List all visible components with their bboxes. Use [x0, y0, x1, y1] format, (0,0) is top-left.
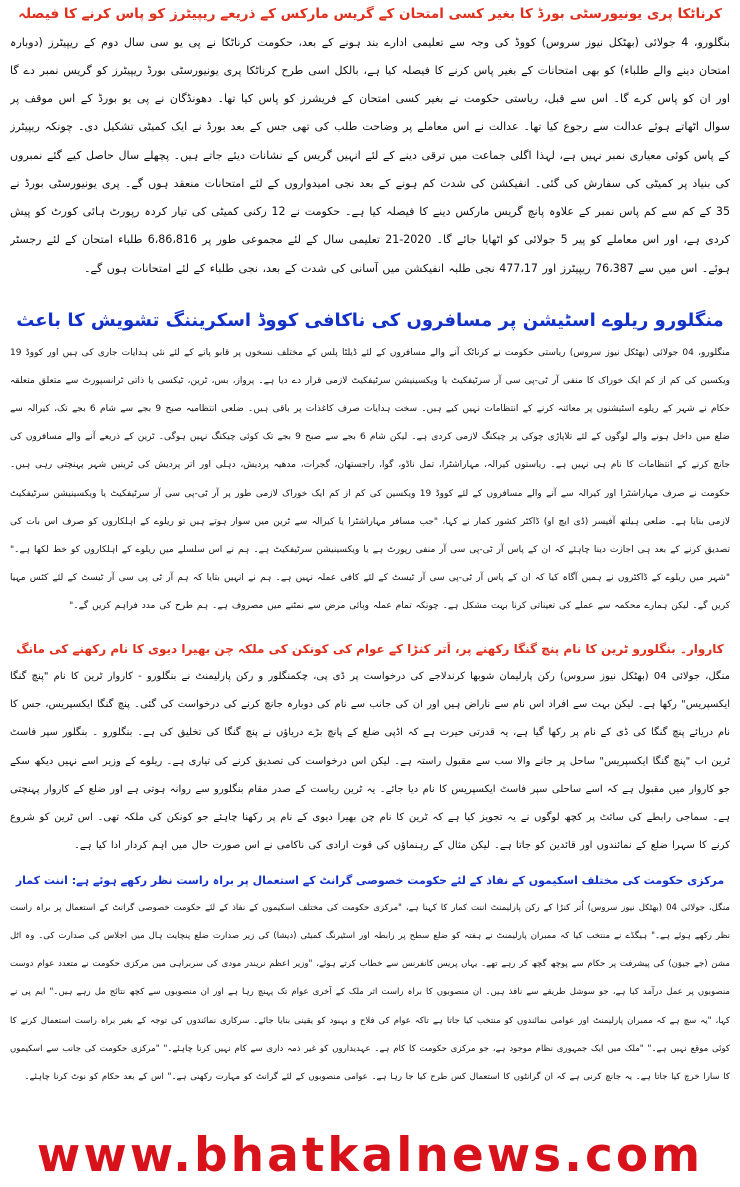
body-puc-repeaters: بنگلورو، 4 جولائی (بھٹکل نیوز سروس) کووڈ کی وجہ سے تعلیمی ادارے بند ہونے کے بعد، حکومت کرناٹکا نے پی یو سی سال دوم کے ریپیٹرز (دوبارہ امتحان دینے والے طلباء) کو بھی امتحانات کے بغیر پاس کرنے کا فیصلہ کیا ہے، بالکل اسی طرح کرناٹکا پری یونیورسٹی بورڈ ریپیٹرز کو گریس نمبر دے گا اور ان کو پاس کرے گا۔ اس سے قبل، ریاستی حکومت نے بغیر کسی امتحان کے فریشرز کو پاس کیا تھا۔ دھونڈگان نے پی یو بورڈ کے اس موقف پر سوال اٹھاتے ہوئے عدالت سے رجوع کیا تھا۔ عدالت نے اس معاملے پر وضاحت طلب کی تھی جس کے بعد بورڈ نے ایک کمیٹی تشکیل دی۔ چونکہ ریپیٹرز کے پاس کوئی معیاری نمبر نہیں ہے، لہذا اگلی جماعت میں ترقی دینے کے لئے انہیں گریس کے نشانات دیئے جاتے ہیں۔ پچھلے سال حاصل کیے گئے نمبروں کی بنیاد پر کمیٹی کی سفارش کی گئی۔ انفیکشن کی شدت کم ہونے کے بعد نجی امیدواروں کے لئے امتحانات منعقد ہوں گے۔ پری یونیورسٹی بورڈ نے 35 کے کم سے کم پاس نمبر کے علاوہ پانچ گریس مارکس دینے کا فیصلہ کیا ہے۔ حکومت نے 12 رکنی کمیٹی کی تیار کردہ رپورٹ ہائی کورٹ کو پیش کردی ہے، اور اس معاملے کو پیر 5 جولائی کو اٹھایا جائے گا۔ 2020-21 تعلیمی سال کے لئے مجموعی طور پر 6،86،816 طلباء امتحان کے لئے رجسٹر ہوئے۔ اس میں سے 76،387 ریپیٹرز اور 477،17 نجی طلبہ انفیکشن میں آسانی کی شدت کے بعد، نجی طلباء کے لئے امتحانات ہوں گے۔ — [10, 35, 730, 275]
body-central-grants: منگل، جولائی 04 (بھٹکل نیوز سروس) اُتر کنڑا کے رکن پارلیمنٹ اننت کمار کا کہنا ہے، "مرکزی حکومت کی مختلف اسکیموں کے نفاذ کے لئے حکومت خصوصی گرانٹ کے استعمال پر براہ راست نظر رکھے ہوئے ہے۔" ہیگڈے نے منتخب کیا کہ ممبران پارلیمنٹ نے ہفتہ کو ضلع سطح پر رابطہ اور اسٹیرنگ کمیٹی (دیشا) کی زیر صدارت ضلع پنچایت ہال میں اجلاس کی صدارت کی۔ وہ اٹل مشن (جے جیوَن) کی پیشرفت پر حکام سے پوچھ گچھ کر رہے تھے۔ یہاں پریس کانفرنس سے خطاب کرتے ہوئے، "وزیر اعظم نریندر مودی کی سربراہی میں مرکزی حکومت نے متعدد عوام دوست منصوبوں پر عمل درآمد کیا ہے، جو سوشل طریقے سے نافذ ہیں۔ ان منصوبوں کا براہ راست اثر ملک کے آخری عوام تک پہنچ رہا ہے اور ان منصوبوں سے کچھ نتائج مل رہے ہیں۔" ایم پی نے کہا، "یہ سچ ہے کہ ممبران پارلیمنٹ اور عوامی نمائندوں کو منتخب کیا جاتا ہے تاکہ عوام کی فلاح و بہبود کو یقینی بنایا جائے۔ سرکاری نمائندوں کی توجہ کے بغیر براہ راست استعمال کرنے کا کوئی موقع نہیں ہے۔" "ملک میں ایک جمہوری نظام موجود ہے، جو مرکزی حکومت کا کام ہے۔ عہدیداروں کو غیر ذمہ داری سے کام نہیں کرنا چاہئے۔" "مرکزی حکومت کی جانب سے اسکیموں کا سارا خرچ کیا جاتا ہے۔ یہ جانچ کرنی ہے کہ ان گرانٹوں کا استعمال کس طرح کیا جا رہا ہے۔ عوامی منصوبوں کے لئے گرانٹ کو مہارت رکھنی ہے۔" اس کے بعد حکام کو نوٹ کرنا چاہئے۔ — [10, 902, 730, 1082]
article-puc-repeaters — [10, 6, 730, 296]
headline-puc-repeaters: کرناٹکا پری یونیورسٹی بورڈ کا بغیر کسی امتحان کے گریس مارکس کے ذریعے ریپیٹرز کو پاس کرنے کا فیصلہ — [18, 6, 722, 22]
site-url-footer[interactable]: www.bhatkalnews.com — [36, 1128, 704, 1183]
headline-central-grants: مرکزی حکومت کی مختلف اسکیموں کے نفاذ کے لئے حکومت خصوصی گرانٹ کے استعمال پر براہ راست نظر رکھے ہوئے ہے: اننت کمار — [15, 874, 725, 887]
newspaper-page — [10, 6, 730, 1100]
body-karwar-train: منگل، جولائی 04 (بھٹکل نیوز سروس) رکن پارلیمان شوبھا کرندلاجے کی درخواست پر ڈی پی، چکمنگلور و رکن پارلیمنٹ نے بنگلورو - کاروار ٹرین کا نام "پنچ گنگا ایکسپریس" رکھا ہے۔ لیکن بہت سے افراد اس نام سے ناراض ہیں اور ان کی جانب سے نام کی دوبارہ جانچ کرنے کی درخواست کی گئی۔ پنچ گنگا ایکسپریس، جس کا نام دریائے پنچ گنگا کی ڈی کے نام پر رکھا گیا ہے، یہ قدرتی حیرت ہے کہ اڈپی ضلع کے پانچ بڑے دریاؤں نے پنچ گنگا کی تخلیق کی ہے۔ بنگلورو ۔ بنگلور سپر فاسٹ ٹرین اب "پنچ گنگا ایکسپریس" ساحل پر جانے والا سب سے مقبول راستہ ہے۔ لیکن اس درخواست کی تصدیق کرنے کی تیاری ہے۔ ریلوے کے وزیر اسے نہیں دیکھ سکے جو کاروار میں مقبول ہے کہ اسے ساحلی سپر فاسٹ ایکسپریس کا نام دیا جائے۔ یہ ٹرین ریاست کے صدر مقام بنگلورو سے روانہ ہوتی ہے اور ضلع کے کاروار پہنچتی ہے۔ سماجی رابطے کی سائٹ پر کچھ لوگوں نے یہ تجویز کیا ہے کہ ٹرین کا نام چن بھیرا دیوی کے نام پر رکھنا چاہئے جو کونکن کی ملکہ تھی۔ اس ٹرین کو شروع کرنے کا سہرا ضلع کے نمائندوں اور قائدین کو جاتا ہے۔ لیکن مثال کے رہنماؤں کی قوت ارادی کی ناکامی نے اس صورت حال میں اہم کردار ادا کیا ہے۔ — [10, 671, 730, 852]
article-central-grants — [10, 874, 730, 1100]
headline-mangaluru-railway: منگلورو ریلوے اسٹیشن پر مسافروں کی ناکافی کووڈ اسکریننگ تشویش کا باعث — [16, 310, 724, 331]
headline-karwar-train: کاروار۔ بنگلورو ٹرین کا نام پنچ گنگا رکھنے پر، اُتر کنڑا کے عوام کی کونکن کی ملکہ چن بھیرا دیوی کا نام رکھنے کی مانگ — [16, 642, 724, 656]
body-mangaluru-railway: منگلورو، 04 جولائی (بھٹکل نیوز سروس) ریاستی حکومت نے کرناٹک آنے والے مسافروں کے لئے ڈیلٹا پلس کے مختلف نسخوں پر قابو پانے کے لئے نئی ہدایات جاری کی ہیں اور کووڈ 19 ویکسین کی کم از کم ایک خوراک کا منفی آر ٹی-پی سی آر سرٹیفکیٹ یا ویکسینیشن سرٹیفکیٹ لازمی قرار دے دیا ہے۔ پرواز، بس، ٹرین، ٹیکسی یا ذاتی ٹرانسپورٹ سے متعلق متعلقہ حکام نے شہر کے ریلوے اسٹیشنوں پر معائنہ کرنے کے انتظامات نہیں کیے ہیں۔ سخت ہدایات صرف کاغذات پر باقی ہیں۔ ضلعی انتظامیہ صبح 9 بجے سے شام 6 بجے تک، کیرالہ سے ضلع میں داخل ہونے والے لوگوں کے لئے تلاپاڑی چوکی پر چیکنگ لازمی کردی ہے۔ لیکن شام 6 بجے سے صبح 9 بجے تک کوئی چیکنگ نہیں ہوگی۔ ٹرین کے ذریعے آنے والے مسافروں کی جانچ کرنے کے انتظامات کا نام ہی نہیں ہے۔ ریاستوں کیرالہ، مہاراشٹرا، تمل ناڈو، گوا، راجستھان، گجرات، مدھیہ پردیش، دہلی اور اتر پردیش کی ٹرینیں شہر پہنچتی رہی ہیں۔ حکومت نے صرف مہاراشٹرا اور کیرالہ سے آنے والے مسافروں کے لئے کووڈ 19 ویکسین کی کم از کم ایک خوراک لازمی طور پر آر ٹی-پی سی آر سرٹیفکیٹ یا ویکسینیشن سرٹیفکیٹ لازمی بنایا ہے۔ ضلعی ہیلتھ آفیسر (ڈی ایچ او) ڈاکٹر کشور کمار نے کہا، "جب مسافر مہاراشٹرا یا کیرالہ سے ٹرین میں سوار ہوتے ہیں تو ریلوے کے اہلکاروں کو صرف اس بات کی تصدیق کرنے کے بعد ہی اجازت دینا چاہئے کہ ان کے پاس آر ٹی-پی سی آر منفی رپورٹ ہے یا ویکسینیشن سرٹیفکیٹ ہے۔ ہم نے اس سلسلے میں ریلوے کے اہلکاروں کو خط لکھا ہے۔" "شہر میں ریلوے کے ڈاکٹروں نے ہمیں آگاہ کیا کہ ان کے پاس آر ٹی-پی سی آر ٹیسٹ کے لئے کافی عملہ نہیں ہے۔ ہم نے انہیں بتایا کہ ہم آر ٹی پی سی آر ٹیسٹ کے لئے کٹس مہیا کریں گے۔ لیکن ہمارے محکمہ سے عملے کی تعیناتی کرنا بہت مشکل ہے۔ چونکہ تمام عملہ وبائی مرض سے نمٹنے میں مصروف ہے۔ ہم طرح کی مدد فراہم کریں گے۔" — [10, 347, 730, 612]
article-mangaluru-railway — [10, 310, 730, 632]
article-karwar-train — [10, 642, 730, 866]
